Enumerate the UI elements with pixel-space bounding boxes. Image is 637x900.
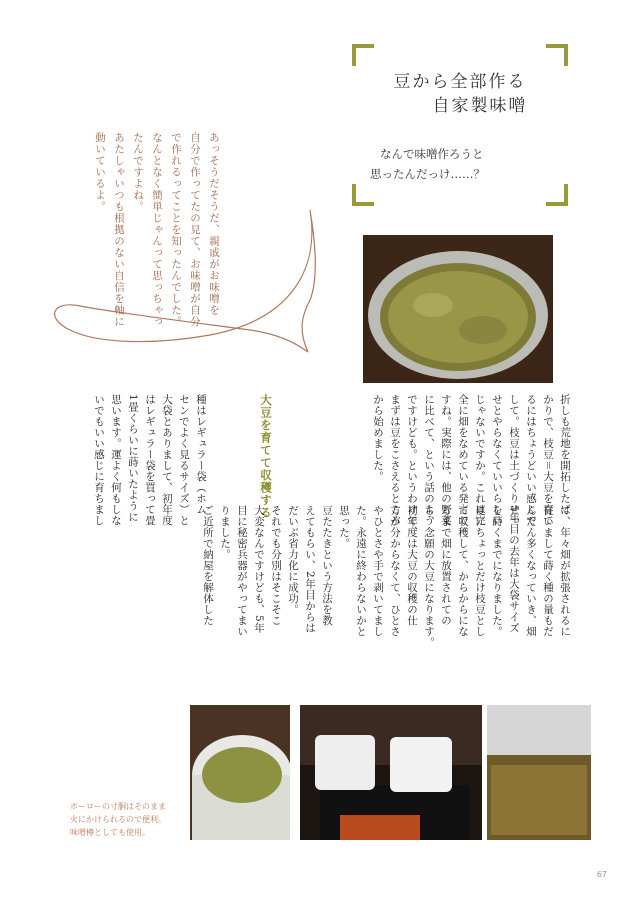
article-line: 大袋とありまして、初年度 <box>161 394 173 526</box>
bubble-line: たんですよね。 <box>132 132 144 213</box>
bubble-line: あっそうだそうだ、親戚がお味噌を <box>208 132 220 316</box>
article-line: ですけども。というわけで、 <box>406 394 418 537</box>
title-line-1: 豆から全部作る <box>393 72 527 92</box>
article-line: を蒔くまでになりました。 <box>491 505 503 637</box>
article-line: て収穫して、からからにな <box>457 505 469 637</box>
subtitle-line-1: なんで味噌作ろうと <box>380 147 484 161</box>
article-line: りました。 <box>219 505 231 560</box>
article-line: た。永遠に終わらないかと <box>355 505 367 637</box>
article-line: ご近所で納屋を解体した <box>202 505 214 626</box>
article-line: すね。実際には、他の野菜 <box>440 394 452 526</box>
article-line: まずは豆をこさえるところ <box>389 394 401 526</box>
article-line: えてもらい、2年目からは <box>304 505 316 634</box>
article-line: かりで、枝豆＝大豆を育て <box>542 394 554 526</box>
article-line: 5年目の去年は大袋サイズ <box>508 505 520 634</box>
caption-line: 火にかけられるので便利。 <box>70 815 166 824</box>
subtitle <box>352 144 568 184</box>
soybeans-bowl-photo <box>363 235 553 383</box>
section-heading: 大豆を育てて収穫する <box>259 394 273 519</box>
bubble-line: 自分で作ってたの見て、お味噌が自分 <box>189 132 201 328</box>
article-line: せとやらなくていいらしい <box>491 394 503 526</box>
article-line: 夏にちょっとだけ枝豆とし <box>474 505 486 637</box>
article-line: 初年度は大豆の収穫の仕 <box>406 505 418 626</box>
article-line: 従いまして蒔く種の量もだ <box>542 505 554 637</box>
article-line: して。枝豆は土づくりせっ <box>508 394 520 526</box>
bracket-bottom-left <box>352 184 374 206</box>
bubble-line: なんとなく簡単じゃんって思っちゃっ <box>151 132 163 328</box>
article-line: ち、念願の大豆になります。 <box>423 505 435 648</box>
article-line: 全に畑をなめている発言で <box>457 394 469 526</box>
bracket-bottom-right <box>546 184 568 206</box>
bracket-top-right <box>546 44 568 66</box>
article-line: 方が分からなくて、ひとさ <box>389 505 401 637</box>
bracket-top-left <box>352 44 374 66</box>
title-line-2: 自家製味噌 <box>432 96 528 116</box>
article-line: じゃないですか。これは完 <box>474 394 486 526</box>
article-body-left <box>90 394 209 694</box>
article-line: 種はレギュラー袋（ホム <box>195 394 207 515</box>
article-line: 大変なんですけども、5年 <box>253 505 265 634</box>
article-body-lower-right-block <box>199 505 573 695</box>
article-line: それでも分別はそこそこ <box>270 505 282 626</box>
bubble-line: あたしゃいつも根拠のない自信を軸に <box>113 132 125 328</box>
caption-line: 味噌樽としても使用。 <box>70 828 150 837</box>
article-line: るまで畑に放置されての <box>440 505 452 626</box>
article-line: やひとさや手で剥いてまし <box>372 505 384 637</box>
stove-pots-photo <box>300 705 482 840</box>
article-line: 折しも荒地を開拓したば <box>559 394 571 515</box>
article-line: から始めました。 <box>372 394 384 482</box>
page-number: 67 <box>596 870 607 879</box>
article-line: るにはちょうどいい感じで <box>525 394 537 526</box>
article-line: に比べて、という話のよう <box>423 394 435 526</box>
article-line: だいぶ省力化に成功。 <box>287 505 299 615</box>
article-line: いでもいい感じに育ちまし <box>93 394 105 526</box>
bubble-line: 動いているよ。 <box>94 132 106 213</box>
article-line: 思った。 <box>338 505 350 549</box>
enamel-pot-beans-photo <box>190 705 290 840</box>
article-line: センでよく見るサイズ）と <box>178 394 190 526</box>
title-block <box>352 44 568 206</box>
article-line: 目に秘密兵器がやってまい <box>236 505 248 637</box>
subtitle-line-2: 思ったんだっけ……？ <box>370 167 485 181</box>
article-line: て、年々畑が拡張されるに <box>559 505 571 637</box>
bubble-line: で作れるってことを知ったんでした。 <box>170 132 182 328</box>
page-title <box>352 70 568 118</box>
article-line: はレギュラー袋を買って畳 <box>144 394 156 526</box>
article-line: 豆たたきという方法を教 <box>321 505 333 626</box>
article-line: 1畳くらいに蒔いたように <box>127 394 139 523</box>
article-line: 思います。運よく何もしな <box>110 394 122 526</box>
speech-bubble-text <box>90 132 223 332</box>
miso-paste-photo <box>487 705 591 840</box>
caption-line: ホーローの寸胴はそのまま <box>70 802 166 811</box>
article-line: んだん多くなっていき、畑 <box>525 505 537 637</box>
photo-caption <box>70 800 166 839</box>
